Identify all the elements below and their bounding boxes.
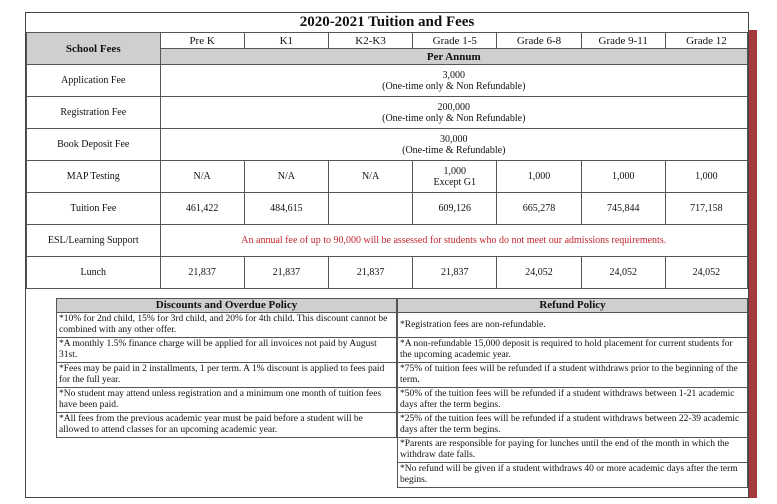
refund-item: *A non-refundable 15,000 deposit is required to hold placement for current students for the upcoming academic year. <box>398 338 748 363</box>
tuition-cell: 717,158 <box>665 193 747 225</box>
map-g15-exception: Except G1 <box>433 176 477 188</box>
registration-fee-amount: 200,000 <box>437 101 470 113</box>
grade-6-8: Grade 6-8 <box>497 33 581 49</box>
grade-9-11: Grade 9-11 <box>581 33 665 49</box>
lunch-cell: 21,837 <box>160 257 244 289</box>
grade-k2-k3: K2-K3 <box>328 33 412 49</box>
map-cell: 1,000 <box>665 161 747 193</box>
page-title: 2020-2021 Tuition and Fees <box>26 13 748 33</box>
refund-table <box>397 298 748 488</box>
per-annum-label: Per Annum <box>160 49 747 65</box>
row-label-book: Book Deposit Fee <box>27 129 161 161</box>
tuition-cell <box>328 193 412 225</box>
lunch-cell: 21,837 <box>244 257 328 289</box>
lunch-cell: 24,052 <box>581 257 665 289</box>
lunch-cell: 21,837 <box>328 257 412 289</box>
tuition-cell: 484,615 <box>244 193 328 225</box>
fee-document <box>25 12 749 498</box>
map-cell: N/A <box>160 161 244 193</box>
discounts-table <box>56 298 397 438</box>
refund-heading: Refund Policy <box>398 299 748 313</box>
book-fee-value <box>160 129 747 161</box>
book-fee-amount: 30,000 <box>440 133 468 145</box>
row-label-registration: Registration Fee <box>27 97 161 129</box>
discount-item: *Fees may be paid in 2 installments, 1 per term. A 1% discount is applied to fees paid for the full year. <box>57 363 397 388</box>
grade-12: Grade 12 <box>665 33 747 49</box>
tuition-cell: 461,422 <box>160 193 244 225</box>
refund-item: *25% of the tuition fees will be refunded if a student withdraws between 22-39 academic days after the term begins. <box>398 413 748 438</box>
refund-item: *50% of the tuition fees will be refunded if a student withdraws between 1-21 academic days after the term begins. <box>398 388 748 413</box>
discounts-heading: Discounts and Overdue Policy <box>57 299 397 313</box>
refund-item: *75% of tuition fees will be refunded if a student withdraws prior to the beginning of the term. <box>398 363 748 388</box>
tuition-cell: 665,278 <box>497 193 581 225</box>
registration-fee-value <box>160 97 747 129</box>
map-cell: N/A <box>244 161 328 193</box>
row-label-esl: ESL/Learning Support <box>27 225 161 257</box>
grade-pre-k: Pre K <box>160 33 244 49</box>
fee-table <box>26 32 748 289</box>
row-label-application: Application Fee <box>27 65 161 97</box>
refund-item: *Registration fees are non-refundable. <box>398 313 748 338</box>
row-label-lunch: Lunch <box>27 257 161 289</box>
row-label-tuition: Tuition Fee <box>27 193 161 225</box>
esl-notice: An annual fee of up to 90,000 will be assessed for students who do not meet our admissions requirements. <box>160 225 747 257</box>
map-cell: 1,000 <box>581 161 665 193</box>
row-label-map: MAP Testing <box>27 161 161 193</box>
refund-item: *No refund will be given if a student withdraws 40 or more academic days after the term begins. <box>398 463 748 488</box>
grade-k1: K1 <box>244 33 328 49</box>
map-cell: N/A <box>328 161 412 193</box>
book-fee-note: (One-time & Refundable) <box>402 144 506 156</box>
corner-label: School Fees <box>27 33 161 65</box>
refund-item: *Parents are responsible for paying for lunches until the end of the month in which the withdraw date falls. <box>398 438 748 463</box>
lunch-cell: 24,052 <box>497 257 581 289</box>
lunch-cell: 21,837 <box>413 257 497 289</box>
map-g15-amount: 1,000 <box>443 165 467 177</box>
tuition-cell: 745,844 <box>581 193 665 225</box>
discount-item: *A monthly 1.5% finance charge will be applied for all invoices not paid by August 31st. <box>57 338 397 363</box>
tuition-cell: 609,126 <box>413 193 497 225</box>
application-fee-amount: 3,000 <box>442 69 465 81</box>
application-fee-note: (One-time only & Non Refundable) <box>382 80 526 92</box>
application-fee-value <box>160 65 747 97</box>
registration-fee-note: (One-time only & Non Refundable) <box>382 112 526 124</box>
map-cell: 1,000 <box>497 161 581 193</box>
discount-item: *No student may attend unless registration and a minimum one month of tuition fees have been paid. <box>57 388 397 413</box>
discount-item: *All fees from the previous academic year must be paid before a student will be allowed to attend classes for an upcoming academic year. <box>57 413 397 438</box>
lunch-cell: 24,052 <box>665 257 747 289</box>
map-cell-grade-1-5 <box>413 161 497 193</box>
grade-1-5: Grade 1-5 <box>413 33 497 49</box>
discount-item: *10% for 2nd child, 15% for 3rd child, and 20% for 4th child. This discount cannot be combined with any other offer. <box>57 313 397 338</box>
